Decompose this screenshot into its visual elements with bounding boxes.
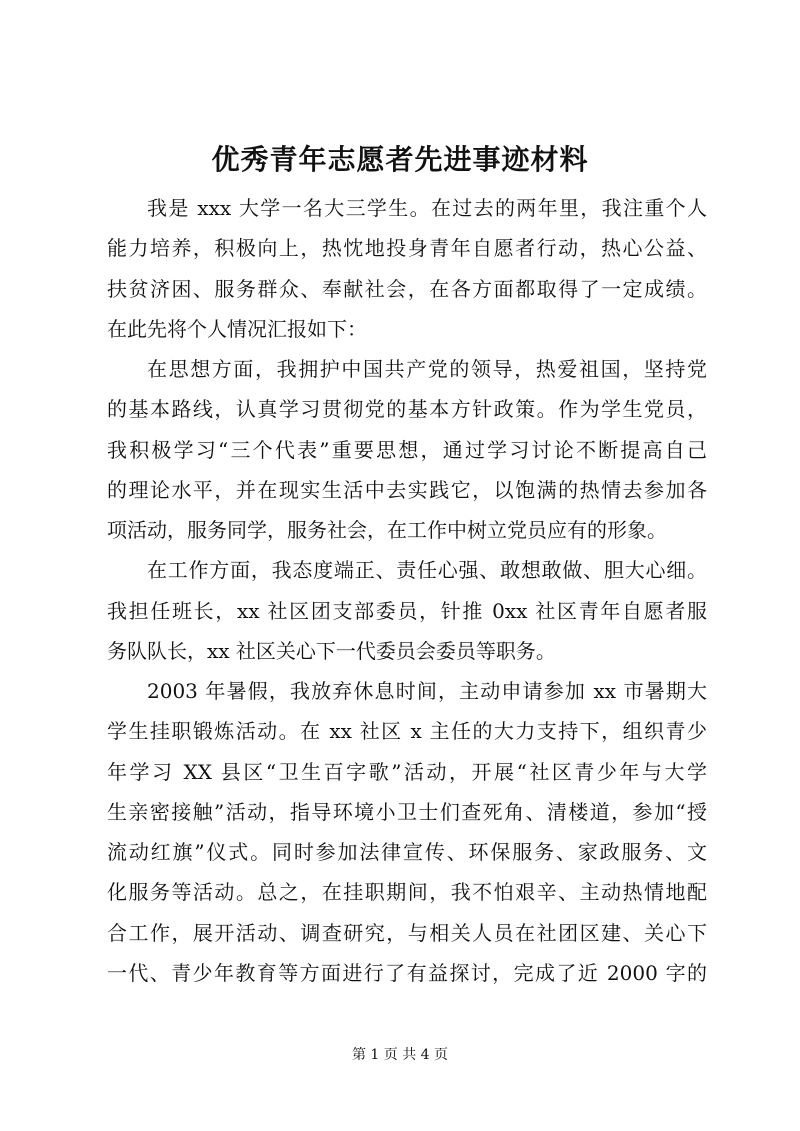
body-line: 化服务等活动。总之，在挂职期间，我不怕艰辛、主动热情地配 <box>107 880 707 904</box>
body-line: 2003 年暑假，我放弃休息时间，主动申请参加 xx 市暑期大 <box>147 679 707 703</box>
body-line: 流动红旗”仪式。同时参加法律宣传、环保服务、家政服务、文 <box>107 840 707 864</box>
body-line: 合工作，展开活动、调查研究，与相关人员在社团区建、关心下 <box>107 921 707 945</box>
body-line: 年学习 XX 县区“卫生百字歌”活动，开展“社区青少年与大学 <box>107 760 707 784</box>
body-line: 能力培养，积极向上，热忱地投身青年自愿者行动，热心公益、 <box>107 236 707 260</box>
body-line: 在此先将个人情况汇报如下： <box>107 317 367 341</box>
body-line: 务队队长，xx 社区关心下一代委员会委员等职务。 <box>107 639 556 663</box>
document-title: 优秀青年志愿者先进事迹材料 <box>211 143 589 176</box>
body-line: 我担任班长，xx 社区团支部委员，针推 0xx 社区青年自愿者服 <box>107 599 707 623</box>
body-line: 在工作方面，我态度端正、责任心强、敢想敢做、胆大心细。 <box>147 558 707 582</box>
body-line: 生亲密接触”活动，指导环境小卫士们查死角、清楼道，参加“授 <box>107 800 707 824</box>
body-line: 项活动，服务同学，服务社会，在工作中树立党员应有的形象。 <box>107 518 667 542</box>
body-line: 扶贫济困、服务群众、奉献社会，在各方面都取得了一定成绩。 <box>107 277 707 301</box>
body-line: 我是 xxx 大学一名大三学生。在过去的两年里，我注重个人 <box>147 196 707 220</box>
page-footer: 第 1 页 共 4 页 <box>351 1047 449 1063</box>
body-line: 一代、青少年教育等方面进行了有益探讨，完成了近 2000 字的 <box>107 961 707 985</box>
body-line: 在思想方面，我拥护中国共产党的领导，热爱祖国，坚持党 <box>147 357 707 381</box>
body-line: 的理论水平，并在现实生活中去实践它，以饱满的热情去参加各 <box>107 478 707 502</box>
body-line: 学生挂职锻炼活动。在 xx 社区 x 主任的大力支持下，组织青少 <box>107 719 707 743</box>
body-line: 的基本路线，认真学习贯彻党的基本方针政策。作为学生党员， <box>107 397 707 421</box>
body-line: 我积极学习“三个代表”重要思想，通过学习讨论不断提高自己 <box>107 438 707 462</box>
